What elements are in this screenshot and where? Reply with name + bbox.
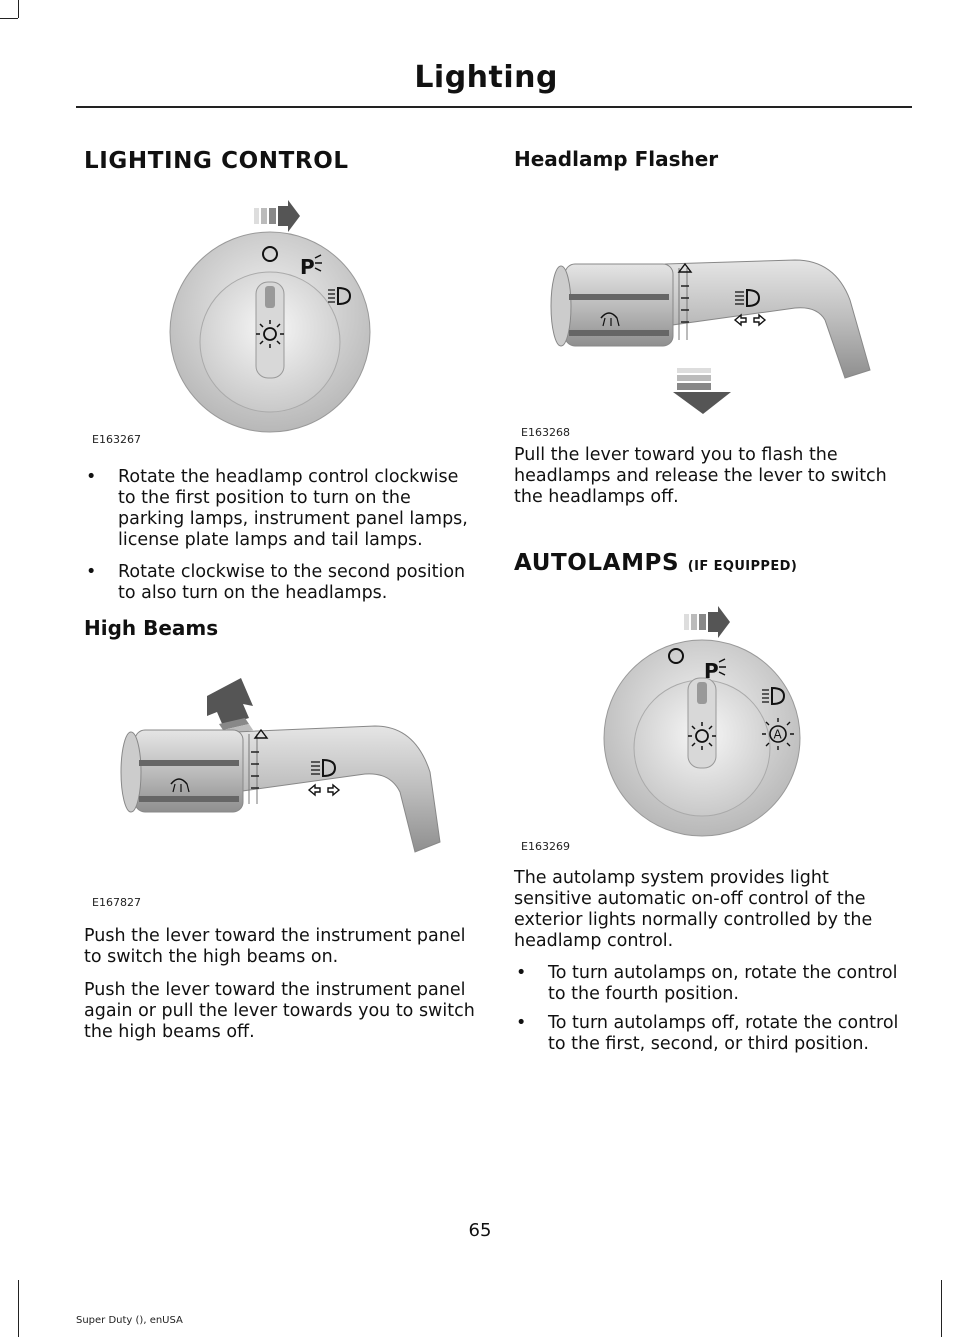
figure-code-e163267: E163267: [92, 433, 141, 446]
page-number: 65: [468, 1220, 492, 1241]
list-item: • Rotate the headlamp control clockwise to the first position to turn on the parking lamps, instrument panel lamps, license plate lamps and tail lamps.: [86, 467, 468, 550]
footer-text: Super Duty (), enUSA: [76, 1315, 183, 1326]
autolamp-dial-figure: [594, 602, 824, 842]
parking-lamp-icon: P: [704, 659, 719, 683]
pull-arrow-icon: [673, 368, 731, 414]
rotate-arrow-icon: [684, 606, 730, 638]
paragraph: Pull the lever toward you to flash the headlamps and release the lever to switch the headlamps off.: [514, 445, 887, 507]
paragraph: Push the lever toward the instrument panel to switch the high beams on.: [84, 926, 466, 967]
figure-code-e163269: E163269: [521, 840, 570, 853]
high-beam-lever-figure: [115, 672, 445, 872]
section-title: Lighting: [414, 60, 558, 95]
list-item: • To turn autolamps on, rotate the control to the fourth position.: [516, 963, 898, 1004]
autolamp-text: [514, 868, 910, 1055]
heading-autolamps: AUTOLAMPS (IF EQUIPPED): [514, 550, 798, 576]
parking-lamp-icon: P: [300, 255, 315, 279]
crop-mark-tl-h: [0, 18, 18, 19]
paragraph: Push the lever toward the instrument panel again or pull the lever towards you to switch the high beams off.: [84, 980, 475, 1042]
paragraph: The autolamp system provides light sensitive automatic on-off control of the exterior lights normally controlled by the headlamp control.: [514, 868, 873, 951]
flasher-text: [514, 445, 910, 508]
header-divider: [76, 106, 912, 108]
rotate-arrow-icon: [254, 200, 300, 232]
if-equipped-note: (IF EQUIPPED): [687, 559, 798, 574]
lighting-control-bullets: [84, 467, 476, 604]
headlamp-dial-figure: [160, 196, 390, 442]
headlamp-flasher-figure: [545, 250, 875, 420]
figure-code-e163268: E163268: [521, 426, 570, 439]
crop-mark-bl-v: [18, 1280, 19, 1337]
crop-mark-br-v: [941, 1280, 942, 1337]
figure-code-e167827: E167827: [92, 896, 141, 909]
crop-mark-tl-v: [18, 0, 19, 18]
turn-signal-icon: [735, 315, 765, 325]
heading-lighting-control: LIGHTING CONTROL: [84, 148, 349, 174]
list-item: • To turn autolamps off, rotate the control to the first, second, or third position.: [516, 1013, 899, 1054]
turn-signal-icon: [309, 785, 339, 795]
heading-headlamp-flasher: Headlamp Flasher: [514, 147, 719, 171]
svg-text:A: A: [773, 727, 782, 742]
left-column: [84, 148, 474, 174]
list-item: • Rotate clockwise to the second position to also turn on the headlamps.: [86, 562, 466, 603]
high-beams-text: [84, 926, 480, 1043]
heading-high-beams: High Beams: [84, 616, 219, 640]
